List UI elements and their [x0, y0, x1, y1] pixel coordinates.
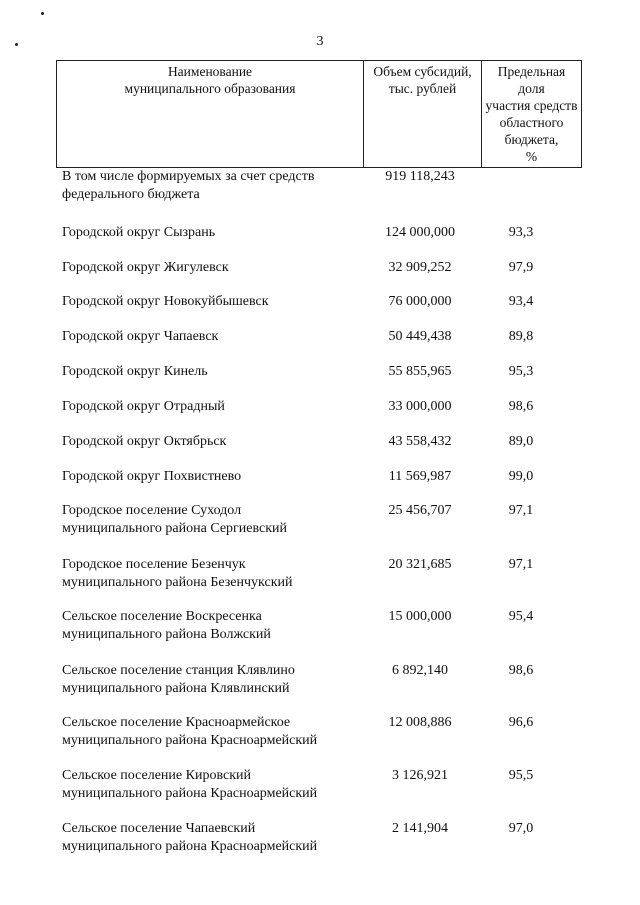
municipality-name — [62, 662, 352, 698]
municipality-name-line: муниципального района Красноармейский — [62, 786, 318, 801]
max-share: 98,6 — [508, 663, 534, 678]
municipality-name-line: Сельское поселение Чапаевский — [62, 821, 256, 836]
municipality-name — [62, 608, 352, 644]
municipality-name — [62, 363, 352, 381]
subsidy-volume: 43 558,432 — [388, 434, 452, 449]
max-share: 98,6 — [508, 399, 534, 414]
header-line: Объем субсидий, — [373, 64, 472, 79]
header-subsidy-volume — [364, 61, 482, 168]
municipality-name — [62, 398, 352, 416]
municipality-name-line: В том числе формируемых за счет средств — [62, 169, 315, 184]
subsidy-volume: 76 000,000 — [388, 294, 452, 309]
scan-speck — [41, 12, 44, 15]
municipality-name-line: Городское поселение Суходол — [62, 503, 242, 518]
header-line: % — [525, 149, 538, 164]
municipality-name-line: Сельское поселение Кировский — [62, 768, 251, 783]
municipality-name — [62, 259, 352, 277]
municipality-name — [62, 224, 352, 242]
municipality-name-line: муниципального района Волжский — [62, 627, 271, 642]
subsidy-volume: 20 321,685 — [388, 557, 452, 572]
max-share: 95,3 — [508, 364, 534, 379]
subsidy-volume: 6 892,140 — [392, 663, 448, 678]
municipality-name-line: Городской округ Новокуйбышевск — [62, 294, 269, 309]
municipality-name-line: Городской округ Кинель — [62, 364, 208, 379]
subsidy-volume: 124 000,000 — [385, 225, 455, 240]
header-line: Наименование — [167, 64, 253, 79]
max-share: 97,0 — [508, 821, 534, 836]
max-share: 89,8 — [508, 329, 534, 344]
max-share: 93,3 — [508, 225, 534, 240]
max-share: 96,6 — [508, 715, 534, 730]
municipality-name-line: муниципального района Безенчукский — [62, 575, 293, 590]
header-max-share — [482, 61, 582, 168]
page-number: 3 — [316, 34, 324, 49]
subsidy-volume: 12 008,886 — [388, 715, 452, 730]
municipality-name-line: федерального бюджета — [62, 187, 200, 202]
subsidy-volume: 25 456,707 — [388, 503, 452, 518]
municipality-name — [62, 468, 352, 486]
municipality-name-line: муниципального района Сергиевский — [62, 521, 288, 536]
municipality-name-line: Городской округ Отрадный — [62, 399, 225, 414]
header-line: участия средств — [485, 98, 578, 113]
header-line: тыс. рублей — [388, 81, 457, 96]
municipality-name — [62, 714, 352, 750]
max-share: 95,4 — [508, 609, 534, 624]
municipality-name-line: Сельское поселение станция Клявлино — [62, 663, 295, 678]
max-share: 99,0 — [508, 469, 534, 484]
municipality-name-line: Городское поселение Безенчук — [62, 557, 246, 572]
max-share: 93,4 — [508, 294, 534, 309]
subsidy-volume: 55 855,965 — [388, 364, 452, 379]
municipality-name-line: муниципального района Клявлинский — [62, 681, 290, 696]
municipality-name-line: муниципального района Красноармейский — [62, 839, 318, 854]
subsidy-volume: 3 126,921 — [392, 768, 448, 783]
subsidy-volume: 11 569,987 — [388, 469, 452, 484]
header-line: муниципального образования — [124, 81, 296, 96]
municipality-name — [62, 502, 352, 538]
municipality-name — [62, 328, 352, 346]
municipality-name-line: Городской округ Жигулевск — [62, 260, 229, 275]
header-line: Предельная — [497, 64, 566, 79]
municipality-name — [62, 556, 352, 592]
header-municipality — [57, 61, 364, 168]
subsidy-volume: 15 000,000 — [388, 609, 452, 624]
table-header — [56, 60, 582, 168]
max-share: 97,9 — [508, 260, 534, 275]
municipality-name-line: Городской округ Октябрьск — [62, 434, 227, 449]
municipality-name — [62, 820, 352, 856]
municipality-name — [62, 433, 352, 451]
subsidy-volume: 2 141,904 — [392, 821, 448, 836]
max-share: 89,0 — [508, 434, 534, 449]
header-line: бюджета, — [504, 132, 559, 147]
subsidy-volume: 50 449,438 — [388, 329, 452, 344]
max-share: 97,1 — [508, 503, 534, 518]
municipality-name — [62, 767, 352, 803]
max-share: 97,1 — [508, 557, 534, 572]
subsidy-volume: 32 909,252 — [388, 260, 452, 275]
municipality-name-line: Городской округ Чапаевск — [62, 329, 219, 344]
subsidy-volume: 33 000,000 — [388, 399, 452, 414]
header-line: доля — [518, 81, 545, 96]
header-line: областного — [499, 115, 564, 130]
max-share: 95,5 — [508, 768, 534, 783]
municipality-name-line: муниципального района Красноармейский — [62, 733, 318, 748]
municipality-name-line: Сельское поселение Красноармейское — [62, 715, 291, 730]
subsidy-volume: 919 118,243 — [385, 169, 455, 184]
municipality-name — [62, 168, 352, 204]
municipality-name-line: Сельское поселение Воскресенка — [62, 609, 262, 624]
municipality-name-line: Городской округ Похвистнево — [62, 469, 242, 484]
municipality-name — [62, 293, 352, 311]
municipality-name-line: Городской округ Сызрань — [62, 225, 216, 240]
